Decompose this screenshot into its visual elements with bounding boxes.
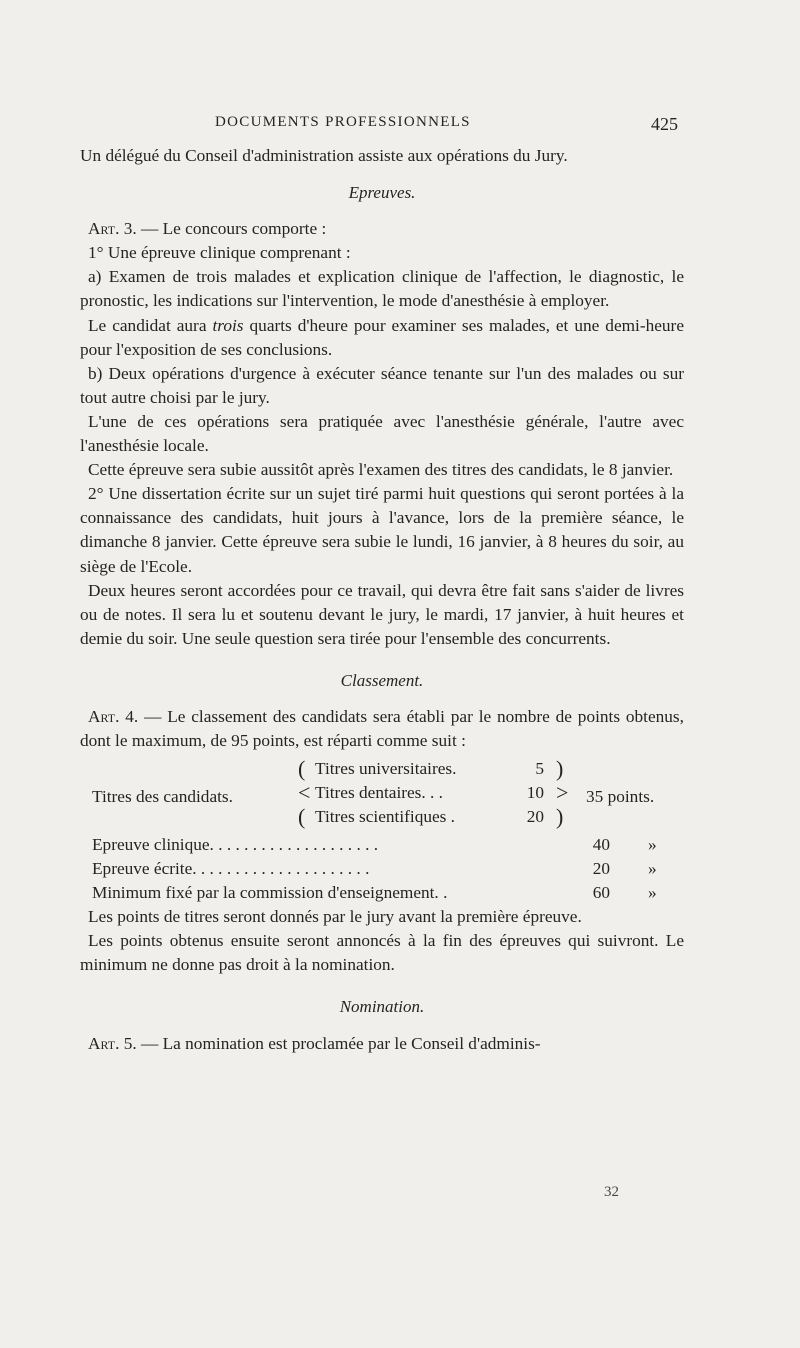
article-4: [80, 705, 684, 753]
right-brace-top: ): [556, 756, 564, 782]
heading-epreuves: Epreuves.: [348, 183, 416, 203]
page-body: [80, 144, 684, 1056]
left-brace-middle: <: [298, 780, 311, 806]
paragraph-anesthesie: L'une de ces opérations sera pratiquée avec l'anesthésie générale, l'autre avec l'anesthésie locale.: [80, 411, 684, 456]
paragraph-deux-heures: Deux heures seront accordées pour ce travail, qui devra être fait sans s'aider de livres ou de notes. Il sera lu et soutenu devant le jury, le mardi, 17 janvier, à huit heures et demie du soir. Une seule question sera tirée pour l'ensemble des concurrents.: [80, 580, 684, 648]
paragraph-intro: Un délégué du Conseil d'administration assiste aux opérations du Jury.: [80, 146, 568, 165]
titres-row-value: 5: [535, 759, 544, 779]
candidat-text-end: quarts d'heure pour examiner ses malades, et une demi-heure pour l'exposition de ses conclusions.: [80, 315, 684, 359]
candidat-text-start: Le candidat aura: [88, 315, 213, 335]
paragraph-b: b) Deux opérations d'urgence à exécuter séance tenante sur l'un des malades ou sur tout autre choisi par le jury.: [80, 363, 684, 407]
paragraph-cette-epreuve: Cette épreuve sera subie aussitôt après l'examen des titres des candidats, le 8 janvier.: [88, 460, 674, 480]
leader-row: [80, 833, 684, 857]
titres-row-value: 10: [526, 783, 544, 803]
left-brace-bottom: (: [298, 804, 306, 830]
paragraph-dissertation: 2° Une dissertation écrite sur un sujet tiré parmi huit questions qui seront portées à la connaissance des candidats, huit jours à l'avance, lors de la première séance, le dimanche 8 janvier. Cette épreuve sera subie le lundi, 16 janvier, à 8 heures du soir, au siège de l'Ecole.: [80, 484, 684, 576]
right-brace-bottom: ): [556, 804, 564, 830]
right-brace-middle: >: [556, 780, 569, 806]
leader-unit: »: [648, 859, 657, 879]
article-4-label: Art. 4.: [88, 706, 139, 726]
article-5-label: Art. 5.: [88, 1033, 137, 1053]
article-3: [80, 217, 684, 241]
paragraph-a: a) Examen de trois malades et explication clinique de l'affection, le diagnostic, le pronostic, les indications sur l'intervention, le mode d'anesthésie à employer.: [80, 267, 684, 311]
article-5-text: — La nomination est proclamée par le Conseil d'adminis-: [136, 1033, 541, 1053]
titres-row-label: Titres scientifiques .: [315, 807, 456, 827]
page-header: [80, 114, 680, 142]
leader-value: 60: [592, 883, 610, 903]
paragraph-candidat: [80, 314, 684, 362]
running-title: DOCUMENTS PROFESSIONNELS: [215, 114, 471, 130]
article-4-text: — Le classement des candidats sera établi par le nombre de points obtenus, dont le maximum, de 95 points, est réparti comme suit :: [80, 706, 684, 751]
titres-table: [80, 757, 684, 833]
paragraph-points-obtenus: Les points obtenus ensuite seront annoncés à la fin des épreuves qui suivront. Le minimum ne donne pas droit à la nomination.: [80, 931, 684, 975]
titres-label: Titres des candidats.: [92, 787, 233, 807]
page-number: 425: [651, 114, 678, 134]
signature-mark: 32: [604, 1184, 619, 1200]
left-brace-top: (: [298, 756, 306, 782]
leader-label: Minimum fixé par la commission d'enseignement. .: [92, 883, 448, 903]
heading-classement: Classement.: [340, 670, 424, 690]
article-3-label: Art. 3.: [88, 219, 137, 239]
leader-unit: »: [648, 883, 657, 903]
titres-row-value: 20: [526, 807, 544, 827]
leader-row: [80, 881, 684, 905]
paragraph-epreuve-clinique: 1° Une épreuve clinique comprenant :: [88, 243, 351, 263]
candidat-emphasis: trois: [212, 315, 244, 335]
article-5: [80, 1032, 684, 1056]
titres-row-label: Titres universitaires.: [315, 759, 457, 779]
leader-label: Epreuve écrite. . . . . . . . . . . . . . . . . . . . .: [92, 859, 370, 879]
paragraph-points-titres: Les points de titres seront donnés par le jury avant la première épreuve.: [88, 907, 582, 927]
leader-label: Epreuve clinique. . . . . . . . . . . . . . . . . . . .: [92, 835, 379, 855]
article-3-text: — Le concours comporte :: [136, 219, 327, 239]
leader-unit: »: [648, 835, 657, 855]
titres-total: 35 points.: [586, 787, 655, 807]
leader-value: 20: [592, 859, 610, 879]
heading-nomination: Nomination.: [339, 997, 425, 1017]
leader-value: 40: [592, 835, 610, 855]
leader-row: [80, 857, 684, 881]
titres-row-label: Titres dentaires. . .: [315, 783, 443, 803]
